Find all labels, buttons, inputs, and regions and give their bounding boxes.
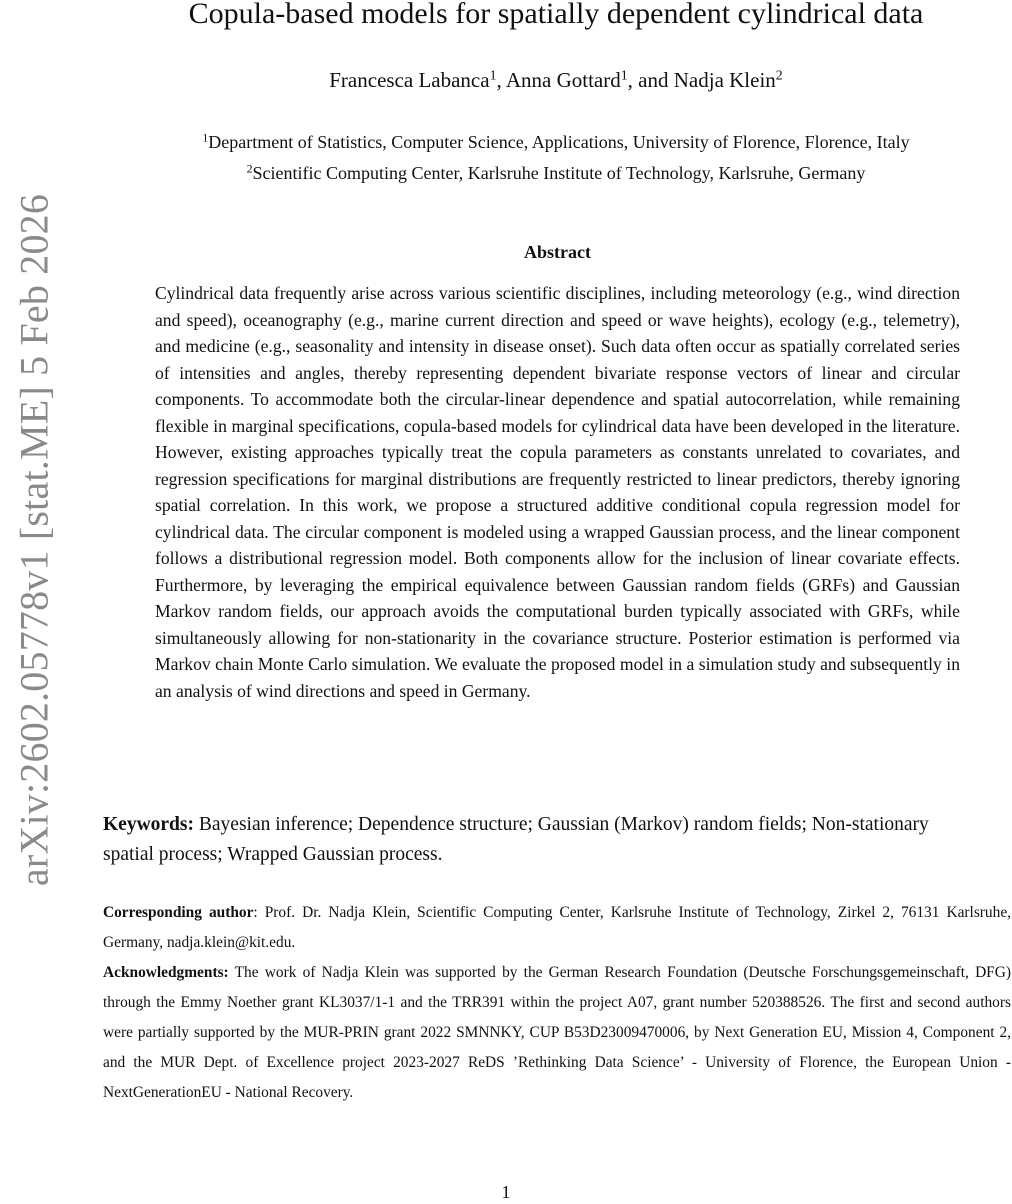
keywords (103, 810, 963, 870)
keywords-label: Keywords: (103, 814, 194, 835)
author-affiliation-mark: 1 (620, 67, 628, 83)
affiliation-text: Department of Statistics, Computer Science, Applications, University of Florence, Florence, Italy (208, 132, 910, 152)
corresponding-author-label: Corresponding author (103, 904, 254, 921)
acknowledgments-note (103, 958, 1011, 1108)
abstract-heading: Abstract (524, 242, 591, 262)
affiliation-1 (100, 130, 1012, 154)
author-list (100, 66, 1012, 94)
acknowledgments-label: Acknowledgments: (103, 964, 229, 981)
author-separator: , and (627, 68, 674, 92)
arxiv-identifier-stamp: arXiv:2602.05778v1 [stat.ME] 5 Feb 2026 (11, 193, 57, 887)
acknowledgments-text: The work of Nadja Klein was supported by the German Research Foundation (Deutsche Forschungsgemeinschaft, DFG) through the Emmy Noether grant KL3037/1-1 and the TRR391 within the project A07, grant number 520388526. The first and second authors were partially supported by the MUR-PRIN grant 2022 SMNNKY, CUP B53D23009470006, by Next Generation EU, Mission 4, Component 2, and the MUR Dept. of Excellence project 2023-2027 ReDS ’Rethinking Data Science’ - University of Florence, the European Union - NextGenerationEU - National Recovery. (103, 964, 1011, 1101)
paper-title: Copula-based models for spatially dependent cylindrical data (188, 0, 924, 30)
page-number: 1 (501, 1182, 511, 1202)
corresponding-author-text: : Prof. Dr. Nadja Klein, Scientific Computing Center, Karlsruhe Institute of Technology, Zirkel 2, 76131 Karlsruhe, Germany, nadja.klein@kit.edu. (103, 904, 1012, 951)
corresponding-author-note (103, 898, 1011, 958)
keywords-text: Bayesian inference; Dependence structure; Gaussian (Markov) random fields; Non-stationary spatial process; Wrapped Gaussian process. (103, 814, 929, 865)
author-separator: , (496, 68, 506, 92)
author-affiliation-mark: 1 (489, 67, 497, 83)
author-name: Francesca Labanca (329, 68, 490, 92)
affiliation-2 (100, 161, 1012, 185)
affiliation-mark: 1 (202, 130, 209, 145)
author-name: Anna Gottard (505, 68, 621, 92)
author-affiliation-mark: 2 (775, 67, 783, 83)
affiliation-text: Scientific Computing Center, Karlsruhe Institute of Technology, Karlsruhe, Germany (252, 163, 866, 183)
abstract-body: Cylindrical data frequently arise across various scientific disciplines, including meteorology (e.g., wind direction and speed), oceanography (e.g., marine current direction and speed or wave heights), ecology (e.g., telemetry), and medicine (e.g., seasonality and intensity in disease onset). Such data often occur as spatially correlated series of intensities and angles, thereby representing dependent bivariate response vectors of linear and circular components. To accommodate both the circular-linear dependence and spatial autocorrelation, while remaining flexible in marginal specifications, copula-based models for cylindrical data have been developed in the literature. However, existing approaches typically treat the copula parameters as constants unrelated to covariates, and regression specifications for marginal distributions are frequently restricted to linear predictors, thereby ignoring spatial correlation. In this work, we propose a structured additive conditional copula regression model for cylindrical data. The circular component is modeled using a wrapped Gaussian process, and the linear component follows a distributional regression model. Both components allow for the inclusion of linear covariate effects. Furthermore, by leveraging the empirical equivalence between Gaussian random fields (GRFs) and Gaussian Markov random fields, our approach avoids the computational burden typically associated with GRFs, while simultaneously allowing for non-stationarity in the covariance structure. Posterior estimation is performed via Markov chain Monte Carlo simulation. We evaluate the proposed model in a simulation study and subsequently in an analysis of wind directions and speed in Germany. (155, 283, 960, 701)
author-name: Nadja Klein (673, 68, 776, 92)
affiliation-mark: 2 (246, 161, 253, 176)
